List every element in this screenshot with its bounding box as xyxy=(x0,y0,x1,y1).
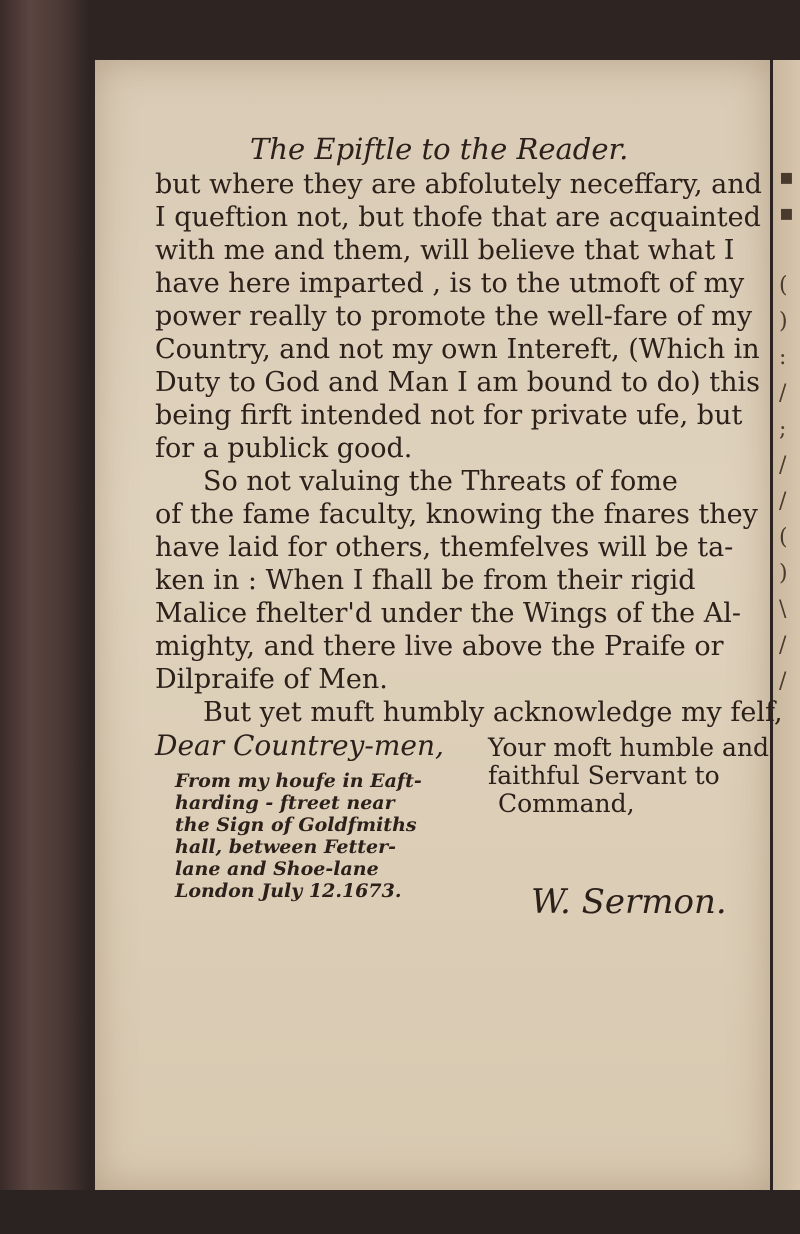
text-line: for a publick good. xyxy=(155,433,413,464)
text-line: of the fame faculty, knowing the fnares they xyxy=(155,499,758,530)
text-line: but where they are abfolutely neceffary, and xyxy=(155,169,762,200)
address-line: the Sign of Goldfmiths xyxy=(175,814,417,836)
page-header: The Epiftle to the Reader. xyxy=(250,132,629,166)
address-block xyxy=(175,770,422,902)
text-line: power really to promote the well-fare of my xyxy=(155,301,753,332)
text-line: But yet muft humbly acknowledge my felf, xyxy=(203,697,783,728)
closing-block xyxy=(488,734,769,818)
facing-page-fragment: ▪ ▪ ( ) : / ; / / ( ) \ / / xyxy=(779,165,794,694)
address-line: hall, between Fetter- xyxy=(175,836,396,858)
text-line: Malice fhelter'd under the Wings of the Al- xyxy=(155,598,741,629)
closing-line: faithful Servant to xyxy=(488,761,720,790)
address-line: harding - ftreet near xyxy=(175,792,395,814)
text-line: with me and them, will believe that what I xyxy=(155,235,735,266)
scan-bottom-margin xyxy=(0,1190,800,1234)
text-line: Duty to God and Man I am bound to do) this xyxy=(155,367,760,398)
salutation: Dear Countrey-men, xyxy=(155,729,444,762)
text-line: have here imparted , is to the utmoft of my xyxy=(155,268,745,299)
address-line: London July 12.1673. xyxy=(175,880,402,902)
facing-page-edge xyxy=(770,60,800,1190)
text-line: Dilpraife of Men. xyxy=(155,664,388,695)
signature: W. Sermon. xyxy=(531,882,727,922)
text-line: I queftion not, but thofe that are acquainted xyxy=(155,202,761,233)
text-line: being firft intended not for private ufe, but xyxy=(155,400,743,431)
text-line: ken in : When I fhall be from their rigid xyxy=(155,565,696,596)
text-line: So not valuing the Threats of fome xyxy=(203,466,678,497)
address-line: lane and Shoe-lane xyxy=(175,858,379,880)
text-line: Country, and not my own Intereft, (Which in xyxy=(155,334,760,365)
epistle-body xyxy=(155,168,783,762)
closing-line: Your moft humble and xyxy=(488,733,770,762)
address-line: From my houfe in Eaft- xyxy=(175,770,422,792)
text-line: mighty, and there live above the Praife or xyxy=(155,631,724,662)
closing-line: Command, xyxy=(498,789,635,818)
text-line: have laid for others, themfelves will be ta- xyxy=(155,532,734,563)
